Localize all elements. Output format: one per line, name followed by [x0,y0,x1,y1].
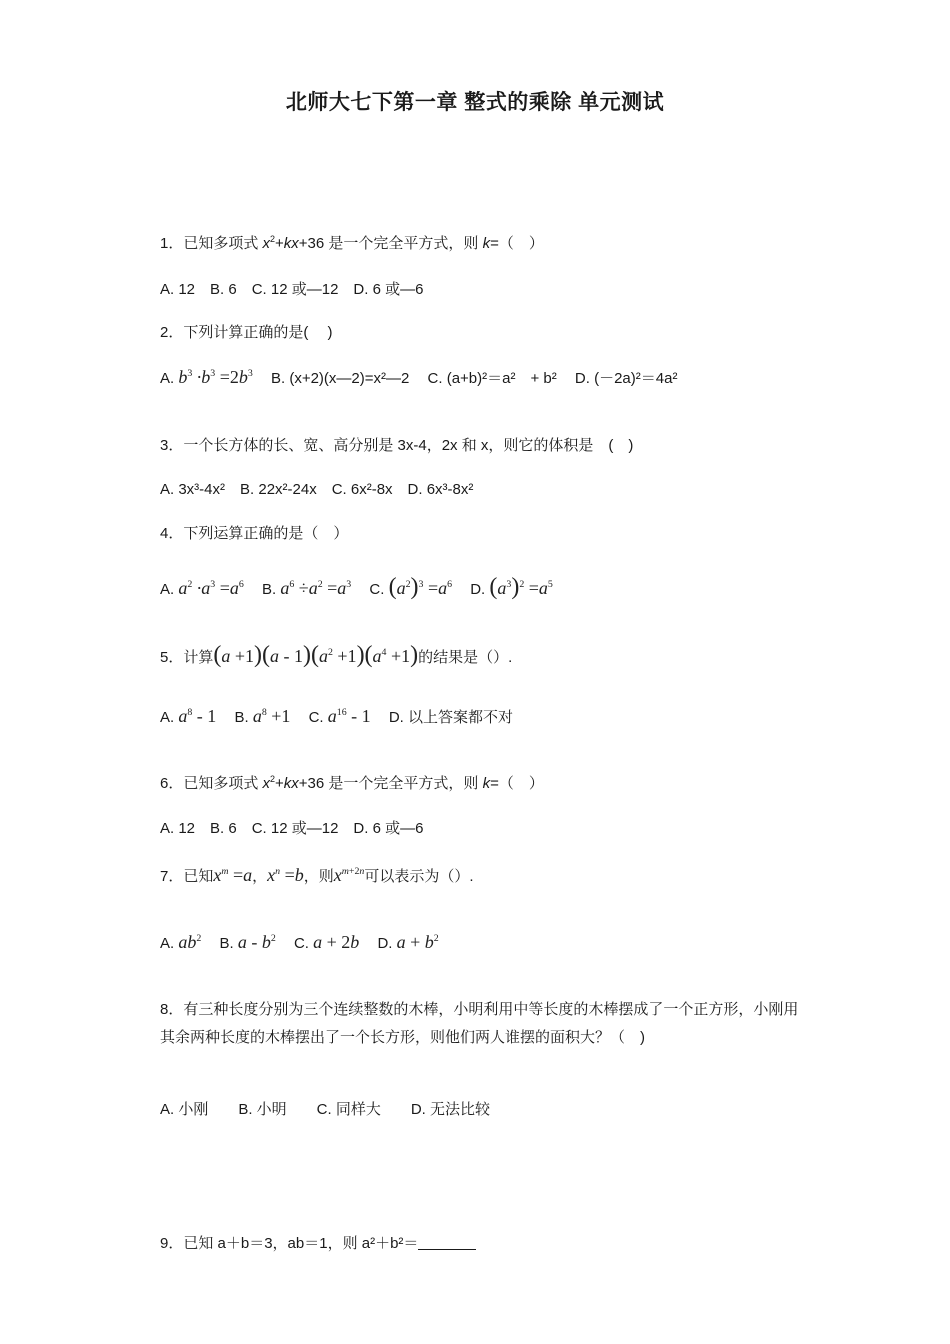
question-4-options: A. $a^2 \cdot a^3 =a^6$ B. $a^6 \div a^2 =a^3$ C. $(a^2)^3 =a^6$ D. $(a^3)^2 =a^5$ [160,574,553,600]
question-4-option-c-formula: $(a^2)^3 =a^6$ [388,574,453,600]
question-7-condition-1: $x^m =a$ [213,865,253,885]
question-5-option-a-formula: $a^8 - 1$ [178,706,217,726]
question-7-option-d-formula: $a + b^2$ [396,932,439,952]
question-2-options: A. $b^3 \cdot b^3 =2b^3$ B. (x+2)(x—2)=x²—2 C. (a+b)²＝a² + b² D. (－2a)²＝4a² [160,367,678,387]
question-3-options: A. 3x³-4x² B. 22x²-24x C. 6x²-8x D. 6x³-8x² [160,481,474,498]
question-7-option-a-formula: $ab^2$ [178,932,202,952]
question-1-options: A. 12 B. 6 C. 12 或—12 D. 6 或—6 [160,281,424,298]
question-7-condition-2: $x^n =b$ [267,865,304,885]
question-9-stem: 9．已知 a＋b＝3，ab＝1，则 a²＋b²＝ [160,1234,476,1254]
question-7-option-b-formula: a - $b^2$ [237,932,276,952]
question-8-stem: 8．有三种长度分别为三个连续整数的木棒，小明利用中等长度的木棒摆成了一个正方形，小刚用其余两种长度的木棒摆出了一个长方形，则他们两人谁摆的面积大？（ ) [160,1001,799,1046]
question-7-stem: 7．已知$x^m =a$，$x^n =b$，则$x^{m+2n}$可以表示为（）. [160,865,474,885]
answer-blank [418,1234,476,1250]
question-7-target: $x^{m+2n}$ [333,865,365,885]
question-4-option-b-formula: $a^6 \div a^2 =a^3$ [280,578,352,598]
question-3-stem: 3．一个长方体的长、宽、高分别是 3x-4，2x 和 x，则它的体积是 ( ) [160,437,634,454]
question-5-expression: $(a +1)(a - 1)(a^2 +1)(a^4 +1)$ [213,642,419,668]
page-title: 北师大七下第一章 整式的乘除 单元测试 [285,91,665,114]
question-5-options: A. $a^8 - 1$ B. $a^8 +1$ C. $a^{16} - 1$ D. 以上答案都不对 [160,706,513,726]
question-7-options: A. $ab^2$ B. a - $b^2$ C. a + 2b D. $a + b^2$ [160,932,439,952]
question-5-option-b-formula: $a^8 +1$ [252,706,291,726]
question-8-options: A. 小刚 B. 小明 C. 同样大 D. 无法比较 [160,1101,491,1118]
question-5-option-c-formula: $a^{16} - 1$ [327,706,371,726]
question-4-option-a-formula: $a^2 \cdot a^3 =a^6$ [178,578,244,598]
question-6-stem: 6．已知多项式 $x^2+kx+36$ 是一个完全平方式，则 k=（ ） [160,774,544,792]
question-6-options: A. 12 B. 6 C. 12 或—12 D. 6 或—6 [160,820,424,837]
question-4-option-d-formula: $(a^3)^2 =a^5$ [489,574,553,600]
question-7-option-c-formula: a + 2b [313,932,360,952]
question-1-stem: 1．已知多项式 $x^2+kx+36$ 是一个完全平方式，则 k=（ ） [160,234,544,252]
question-4-stem: 4．下列运算正确的是（ ） [160,525,349,542]
question-5-stem: 5．计算$(a +1)(a - 1)(a^2 +1)(a^4 +1)$的结果是（）. [160,642,513,668]
question-2-stem: 2．下列计算正确的是( ) [160,324,333,341]
question-2-option-a-formula: $b^3 \cdot b^3 =2b^3$ [178,367,253,387]
